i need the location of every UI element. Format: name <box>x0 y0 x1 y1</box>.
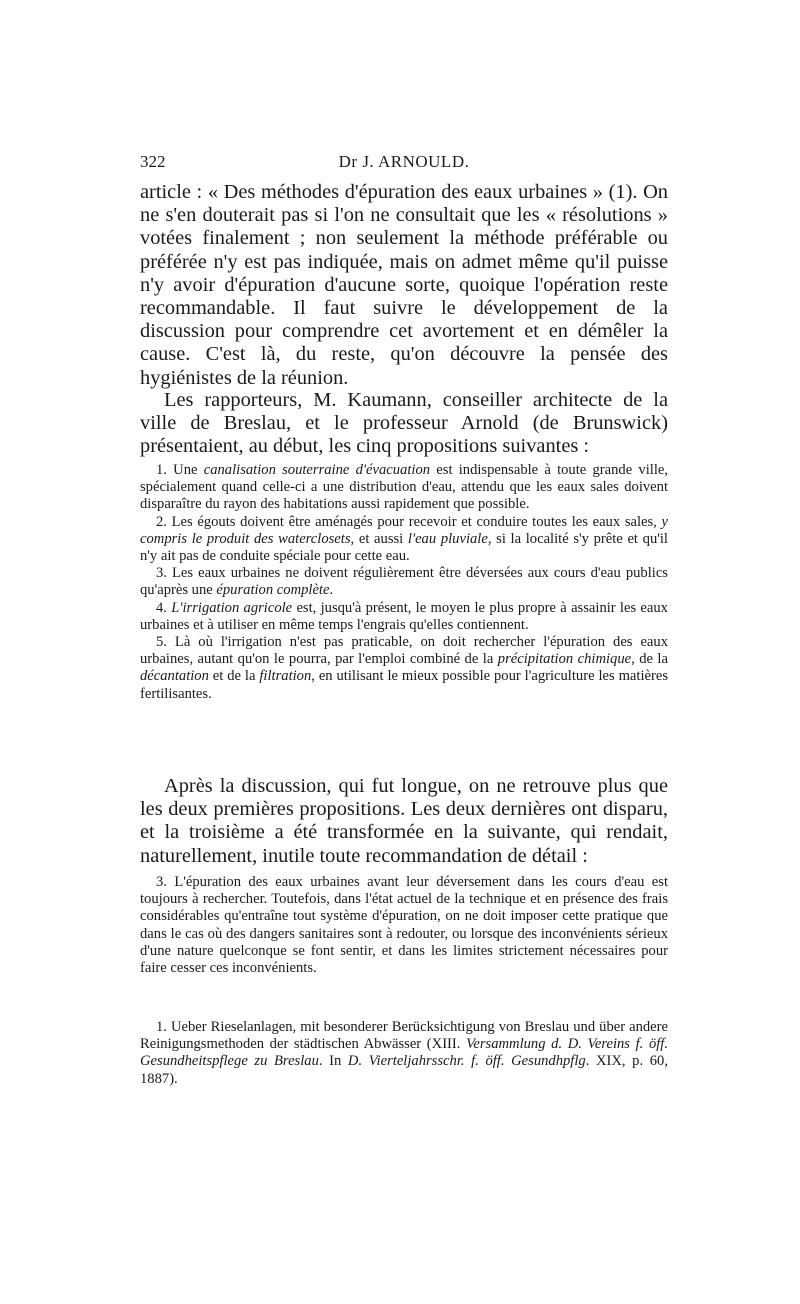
paragraph-text: article : « Des méthodes d'épuration des eaux urbaines » (1). On ne s'en douterait pas si l'on ne consultait que les « résolutions » votées finalement ; non seulement la méthode préférable ou préférée n'y est pas indiquée, mais on admet même qu'il puisse n'y avoir d'épuration d'aucune sorte, quoique l'opération reste recommandable. Il faut suivre le développement de la discussion pour comprendre cet avortement et en démêler la cause. C'est là, du reste, qu'on découvre la pensée des hygiénistes de la réunion. <box>140 181 668 389</box>
paragraph-text: Les rapporteurs, M. Kaumann, conseiller architecte de la ville de Breslau, et le professeur Arnold (de Brunswick) présentaient, au début, les cinq propositions suivantes : <box>140 389 668 458</box>
revised-proposition <box>140 874 668 977</box>
proposition-3: 3. Les eaux urbaines ne doivent régulièrement être déversées aux cours d'eau publics qu'après une épuration complète. <box>140 565 668 599</box>
paragraph-article <box>140 181 668 390</box>
proposition-2: 2. Les égouts doivent être aménagés pour recevoir et conduire toutes les eaux sales, y compris le produit des waterclosets, et aussi l'eau pluviale, si la localité s'y prête et qu'il n'y ait pas de conduite spéciale pour cette eau. <box>140 513 668 565</box>
running-title: Dr J. ARNOULD. <box>338 152 470 171</box>
propositions-list <box>140 462 668 703</box>
paragraph-discussion <box>140 775 668 868</box>
proposition-5: 5. Là où l'irrigation n'est pas praticable, on doit rechercher l'épuration des eaux urbaines, autant qu'on le pourra, par l'emploi combiné de la précipitation chimique, de la décantation et de la filtration, en utilisant le mieux possible pour l'agriculture les matières fertilisantes. <box>140 634 668 702</box>
footnote <box>140 1019 668 1088</box>
paragraph-text: Après la discussion, qui fut longue, on ne retrouve plus que les deux premières propositions. Les deux dernières ont disparu, et la troisième a été transformée en la suivante, qui rendait, naturellement, inutile toute recommandation de détail : <box>140 775 668 867</box>
page-header <box>140 152 668 176</box>
page-number: 322 <box>140 152 166 171</box>
proposition-4: 4. L'irrigation agricole est, jusqu'à présent, le moyen le plus propre à assainir les eaux urbaines et à utiliser en même temps l'engrais qu'elles contiennent. <box>140 599 668 633</box>
footnote-text: 1. Ueber Rieselanlagen, mit besonderer Berücksichtigung von Breslau und über andere Reinigungsmethoden der städtischen Abwässer (XIII. Versammlung d. D. Vereins f. öff. Gesundheitspflege zu Breslau. In D. Vierteljahrsschr. f. öff. Gesundhpflg. XIX, p. 60, 1887). <box>140 1019 668 1087</box>
paragraph-rapporteurs <box>140 389 668 459</box>
proposition-3-revised: 3. L'épuration des eaux urbaines avant leur déversement dans les cours d'eau est toujours à rechercher. Toutefois, dans l'état actuel de la technique et en présence des frais considérables qu'entraîne tout système d'épuration, on ne doit imposer cette pratique que dans le cas où des dangers sanitaires sont à redouter, ou lorsque des inconvénients sérieux d'une nature quelconque se font sentir, et dans les limites strictement nécessaires pour faire cesser ces inconvénients. <box>140 874 668 977</box>
proposition-1: 1. Une canalisation souterraine d'évacuation est indispensable à toute grande ville, spécialement quand celle-ci a une distribution d'eau, attendu que les eaux sales doivent disparaître du rayon des habitations aussi rapidement que possible. <box>140 462 669 513</box>
